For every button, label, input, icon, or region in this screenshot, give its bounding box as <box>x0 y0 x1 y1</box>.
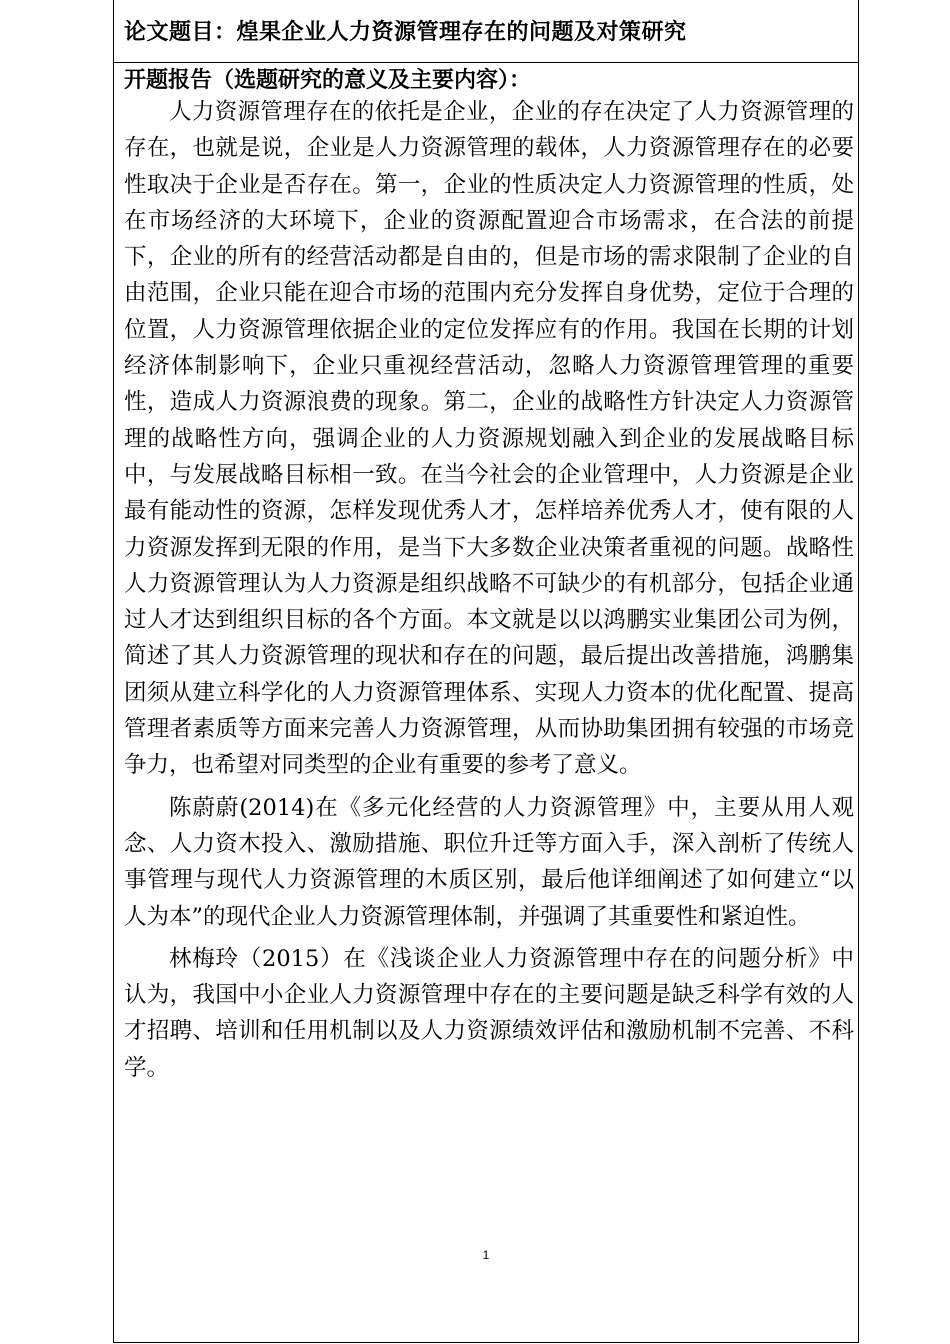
page-number: 1 <box>482 1248 490 1262</box>
report-content <box>124 66 854 1086</box>
document-frame <box>113 0 859 1343</box>
paragraph-chen: 陈蔚蔚(2014)在《多元化经营的人力资源管理》中，主要从用人观念、人力资木投入、激励措施、职位升迁等方面入手，深入剖析了传统人事管理与现代人力资源管理的木质区别，最后他详细阐述了如何建立“以人为本”的现代企业人力资源管理体制，并强调了其重要性和紧迫性。 <box>124 794 854 930</box>
title-row <box>114 0 858 63</box>
paragraph-intro: 人力资源管理存在的依托是企业，企业的存在决定了人力资源管理的存在，也就是说，企业是人力资源管理的载体，人力资源管理存在的必要性取决于企业是否存在。第一，企业的性质决定人力资源管理的性质，处在市场经济的大环境下，企业的资源配置迎合市场需求，在合法的前提下，企业的所有的经营活动都是自由的，但是市场的需求限制了企业的自由范围，企业只能在迎合市场的范围内充分发挥自身优势，定位于合理的位置，人力资源管理依据企业的定位发挥应有的作用。我国在长期的计划经济体制影响下，企业只重视经营活动，忽略人力资源管理管理的重要性，造成人力资源浪费的现象。第二，企业的战略性方针决定人力资源管理的战略性方向，强调企业的人力资源规划融入到企业的发展战略目标中，与发展战略目标相一致。在当今社会的企业管理中，人力资源是企业最有能动性的资源，怎样发现优秀人才，怎样培养优秀人才，使有限的人力资源发挥到无限的作用，是当下大多数企业决策者重视的问题。战略性人力资源管理认为人力资源是组织战略不可缺少的有机部分，包括企业通过人才达到组织目标的各个方面。本文就是以以鸿鹏实业集团公司为例，简述了其人力资源管理的现状和存在的问题，最后提出改善措施，鸿鹏集团须从建立科学化的人力资源管理体系、实现人力资本的优化配置、提高管理者素质等方面来完善人力资源管理，从而协助集团拥有较强的市场竞争力，也希望对同类型的企业有重要的参考了意义。 <box>124 99 854 779</box>
paragraph-lin: 林梅玲（2015）在《浅谈企业人力资源管理中存在的问题分析》中认为，我国中小企业人力资源管理中存在的主要问题是缺乏科学有效的人才招聘、培训和任用机制以及人力资源绩效评估和激励机制不完善、不科学。 <box>124 945 854 1081</box>
section-heading: 开题报告（选题研究的意义及主要内容）： <box>124 67 532 93</box>
thesis-title: 论文题目：煌果企业人力资源管理存在的问题及对策研究 <box>124 19 687 45</box>
